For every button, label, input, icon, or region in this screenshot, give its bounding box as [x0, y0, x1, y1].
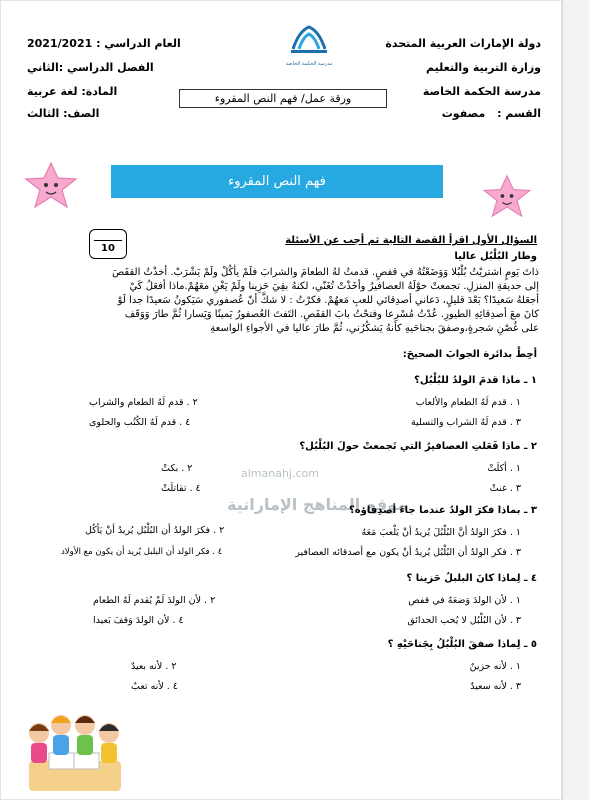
- school-logo: [285, 23, 333, 71]
- viewer-sidebar: [562, 0, 589, 800]
- q1-option-1[interactable]: ١ . قدم لَهُ الطعام والألعاب: [415, 397, 521, 408]
- school-name: مدرسة الحكمة الخاصة: [422, 85, 541, 98]
- instruction: أحِطْ بدائرة الجوابَ الصحيحَ:: [402, 349, 537, 360]
- story-text: [47, 266, 539, 336]
- q3-option-1[interactable]: ١ . فكرَ الولدُ أنَّ البُلْبُلَ يُريدُ أنْ يَلْعبَ مَعَهُ: [361, 527, 521, 538]
- watermark-name: موقع المناهج الإماراتية: [227, 495, 408, 514]
- q5-option-4[interactable]: ٤ . لأنه تعبٌ: [131, 681, 178, 692]
- children-reading-illustration: [19, 703, 131, 795]
- q4-option-3[interactable]: ٣ . لأن البُلْبُل لا يُحب الحدائق: [407, 615, 521, 626]
- logo-text: مدرسة الحكمة الخاصة: [285, 61, 333, 67]
- grade: الصف: الثالث: [27, 107, 100, 120]
- q1-option-3[interactable]: ٣ . قدم لَهُ الشراب والتسلية: [410, 417, 521, 428]
- question-5: ٥ ـ لِماذا صفقَ البُلْبُلُ بِجَناحَيْهِ ؟: [387, 639, 537, 650]
- section-banner: [111, 165, 443, 198]
- q2-option-3[interactable]: ٣ . غنتْ: [489, 483, 521, 494]
- q3-option-2[interactable]: ٢ . فكرَ الولدُ أن البُلْبُل يُريدُ أنْ يَأكُل: [85, 525, 225, 536]
- department: [442, 107, 541, 120]
- logo-icon: [285, 23, 333, 57]
- story-title: وطار البُلْبُل عاليا: [454, 251, 537, 262]
- story-line: إلى حديقةِ المنزلِ. تجمعتْ حوْلَهُ العصافيرُ وأخَذْتْ تُغَنّي، لكنهُ بقِيَ حَزِينا ولَمْ يَغْنِ معَهُمْ.ماذا أفعَلُ كَيْ: [129, 281, 539, 292]
- question-1: ١ ـ ماذا قدمَ الولدُ للبُلْبُل؟: [414, 375, 537, 386]
- story-line: على غُصْنِ شجرةٍ،وصفقَ بجناحَيهِ كأنهُ يَشكُرُني، ثُمَّ طارَ عاليا في الأجواءِ الواسعةِ: [210, 323, 539, 334]
- country-name: دولة الإمارات العربية المتحدة: [385, 37, 541, 50]
- banner-title: فهم النص المقروء: [228, 174, 326, 189]
- story-line: ذاتَ يَومٍ اشتريْتُ بُلْبُلا وَوَضَعْتُهُ في قفصٍ. قدمتُ لهُ الطعامَ والشرابَ فلَمْ يأكُلْ ولَمْ يَشْرَبْ. أخذْتُ القفَصَ: [112, 267, 539, 278]
- subject: المادة: لغة عربية: [27, 85, 118, 98]
- question-4: ٤ ـ لِماذا كانَ البلبلُ حَزينا ؟: [406, 573, 537, 584]
- q5-option-2[interactable]: ٢ . لأنه بعيدٌ: [131, 661, 177, 672]
- q2-option-4[interactable]: ٤ . تقاتلَتْ: [161, 483, 201, 494]
- question-3: ٣ ـ بماذا فكرَ الولدُ عندما جاءَ أصدِقاؤه؟: [348, 505, 537, 516]
- q3-option-3[interactable]: ٣ . فكر الولدُ أن البُلْبُل يُريدُ أنْ يكون مع أصدقائه العصافير: [295, 547, 521, 558]
- story-line: كانَ معَ أصدِقائِهِ الطيورِ. عُدْتُ مُسْرِعا وفتحْتُ بابَ القفَصِ. التَفتَ العُصفورُ يَمينًا وَيَسارا ثُمَّ طارَ وَوَقَف: [124, 309, 539, 320]
- department-label: القسم :: [497, 107, 541, 120]
- score-box: [89, 229, 127, 259]
- question-2: ٢ ـ ماذا فَعَلتِ العصافيرُ التي تَجمعتْ حولَ البُلْبُل؟: [299, 441, 537, 452]
- watermark-site: almanahj.com: [241, 467, 319, 480]
- worksheet-title: ورقة عمل/ فهم النص المقروء: [179, 89, 387, 108]
- q1-option-4[interactable]: ٤ . قدم لَهُ الكُتُب والحلوى: [89, 417, 191, 428]
- academic-year: العام الدراسي : 2021/2021: [27, 37, 181, 50]
- story-line: أجعَلهُ سَعيدًا؟ بَعْدَ قليلٍ، دَعاني أصدِقائي للعبِ مَعهُمْ. فكرْتُ : لا شكَّ أنّ عُصفوري سَيَكونُ سَعيدًا جدا لَوْ: [117, 295, 539, 306]
- ministry-name: وزارة التربية والتعليم: [426, 61, 541, 74]
- q4-option-4[interactable]: ٤ . لأن الولدَ وَقفَ بَعيدا: [93, 615, 184, 626]
- star-right-icon: [479, 174, 535, 218]
- q1-option-2[interactable]: ٢ . قدم لَهُ الطعام والشراب: [89, 397, 198, 408]
- semester: الفصل الدراسي :الثاني: [27, 61, 154, 74]
- q3-option-4[interactable]: ٤ . فكر الولد أن البلبل يُريد أن يكون مع الأولاد: [61, 547, 223, 557]
- star-left-icon: [21, 161, 81, 209]
- q2-option-2[interactable]: ٢ . بكتْ: [161, 463, 193, 474]
- department-value: مصفوت: [441, 107, 486, 120]
- q5-option-3[interactable]: ٣ . لأنه سعيدٌ: [470, 681, 521, 692]
- q4-option-2[interactable]: ٢ . لأن الولدَ لَمْ يُقدم لَهُ الطعام: [93, 595, 216, 606]
- score-max: 10: [101, 243, 115, 254]
- q2-option-1[interactable]: ١ . أكلَتْ: [487, 463, 521, 474]
- score-divider: [94, 240, 122, 241]
- q4-option-1[interactable]: ١ . لأن الولدَ وَضعَهُ في قفص: [408, 595, 521, 606]
- question1-heading: السؤال الأول اقرأ القصة التالية ثم أجب عن الأسئلة: [285, 235, 537, 246]
- q5-option-1[interactable]: ١ . لأنه حزينٌ: [469, 661, 521, 672]
